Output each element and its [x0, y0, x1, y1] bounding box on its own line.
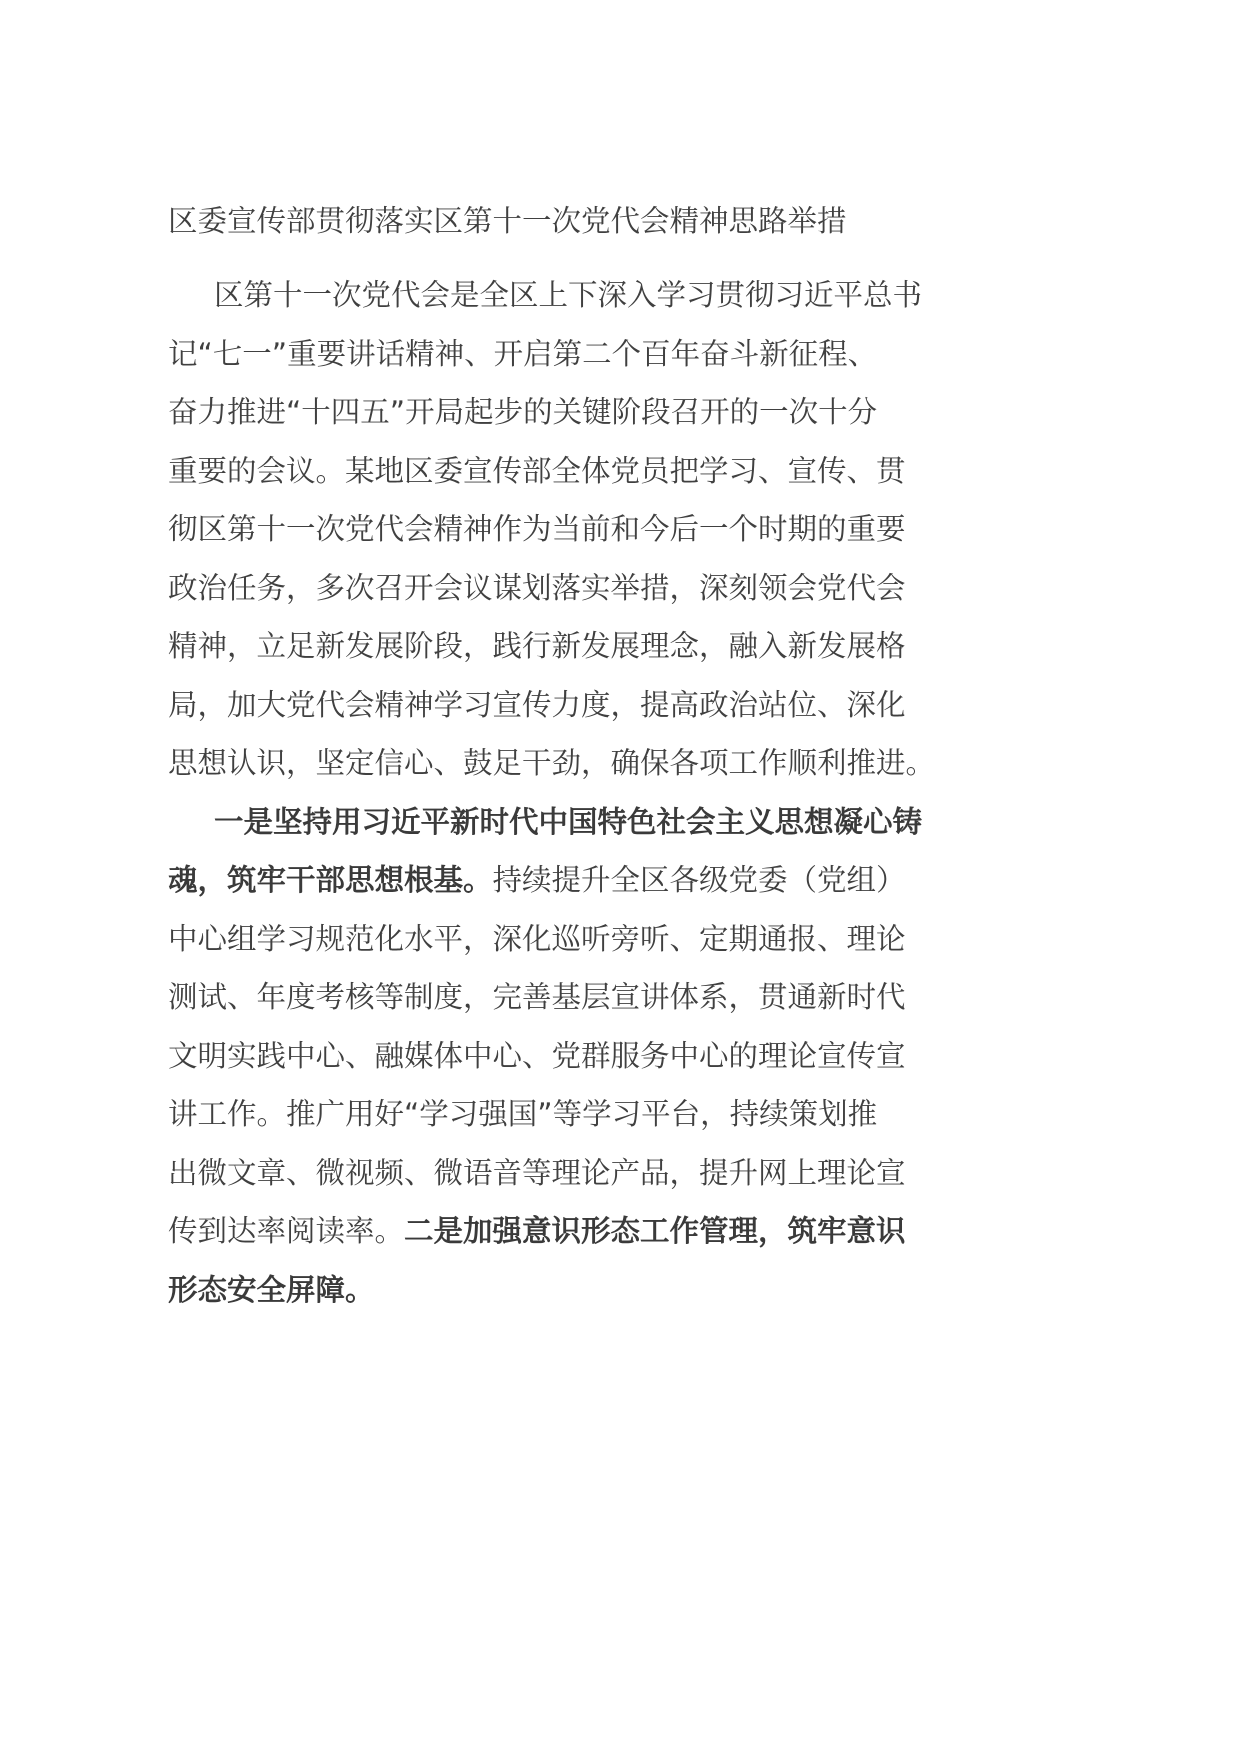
- text-run: 出微文章、微视频、微语音等理论产品，提升网上理论宣: [168, 1155, 906, 1190]
- text-line: [168, 266, 933, 325]
- text-run: 政治任务，多次召开会议谋划落实举措，深刻领会党代会: [168, 570, 906, 605]
- bold-heading-run: 一是坚持用习近平新时代中国特色社会主义思想凝心铸: [214, 804, 923, 839]
- text-line: [168, 1027, 933, 1086]
- text-run: 局，加大党代会精神学习宣传力度，提高政治站位、深化: [168, 687, 906, 722]
- text-line: [168, 734, 936, 793]
- text-run: 记“七一”重要讲话精神、开启第二个百年奋斗新征程、: [168, 336, 878, 371]
- document-page: [168, 196, 936, 1319]
- text-line: [168, 500, 933, 559]
- text-line: [168, 676, 933, 735]
- text-line: [168, 910, 933, 969]
- text-run: 测试、年度考核等制度，完善基层宣讲体系，贯通新时代: [168, 980, 906, 1014]
- text-line: [168, 1144, 933, 1203]
- text-run: 精神，立足新发展阶段，践行新发展理念，融入新发展格: [168, 629, 906, 663]
- text-run: 彻区第十一次党代会精神作为当前和今后一个时期的重要: [168, 512, 906, 546]
- text-line: [168, 383, 933, 442]
- text-run: 思想认识，坚定信心、鼓足干劲，确保各项工作顺利推进。: [168, 746, 936, 780]
- text-line: [168, 325, 933, 384]
- text-line: [168, 968, 933, 1027]
- text-run: 文明实践中心、融媒体中心、党群服务中心的理论宣传宣: [168, 1038, 906, 1073]
- text-line: [168, 1085, 933, 1144]
- bold-heading-run: 二是加强意识形态工作管理，筑牢意识: [404, 1214, 906, 1248]
- text-run: 奋力推进“十四五”开局起步的关键阶段召开的一次十分: [168, 395, 878, 429]
- text-line: [168, 793, 933, 852]
- text-run: 中心组学习规范化水平，深化巡听旁听、定期通报、理论: [168, 921, 906, 956]
- text-run: 区第十一次党代会是全区上下深入学习贯彻习近平总书: [214, 278, 923, 312]
- text-run: 持续提升全区各级党委（党组）: [492, 863, 906, 897]
- text-line: [168, 1261, 933, 1320]
- text-run: 讲工作。推广用好“学习强国”等学习平台，持续策划推: [168, 1097, 878, 1131]
- text-line: [168, 1202, 933, 1261]
- text-line: [168, 851, 933, 910]
- text-line: [168, 559, 933, 618]
- text-line: [168, 442, 933, 501]
- text-line: [168, 617, 933, 676]
- text-run: 传到达率阅读率。: [168, 1214, 405, 1248]
- bold-heading-run: 形态安全屏障。: [168, 1272, 375, 1307]
- paragraph-intro: [168, 266, 936, 793]
- text-run: 重要的会议。某地区委宣传部全体党员把学习、宣传、贯: [168, 453, 906, 488]
- document-title: 区委宣传部贯彻落实区第十一次党代会精神思路举措: [168, 204, 847, 238]
- paragraph-measures: [168, 793, 933, 1320]
- bold-heading-run: 魂，筑牢干部思想根基。: [168, 863, 493, 897]
